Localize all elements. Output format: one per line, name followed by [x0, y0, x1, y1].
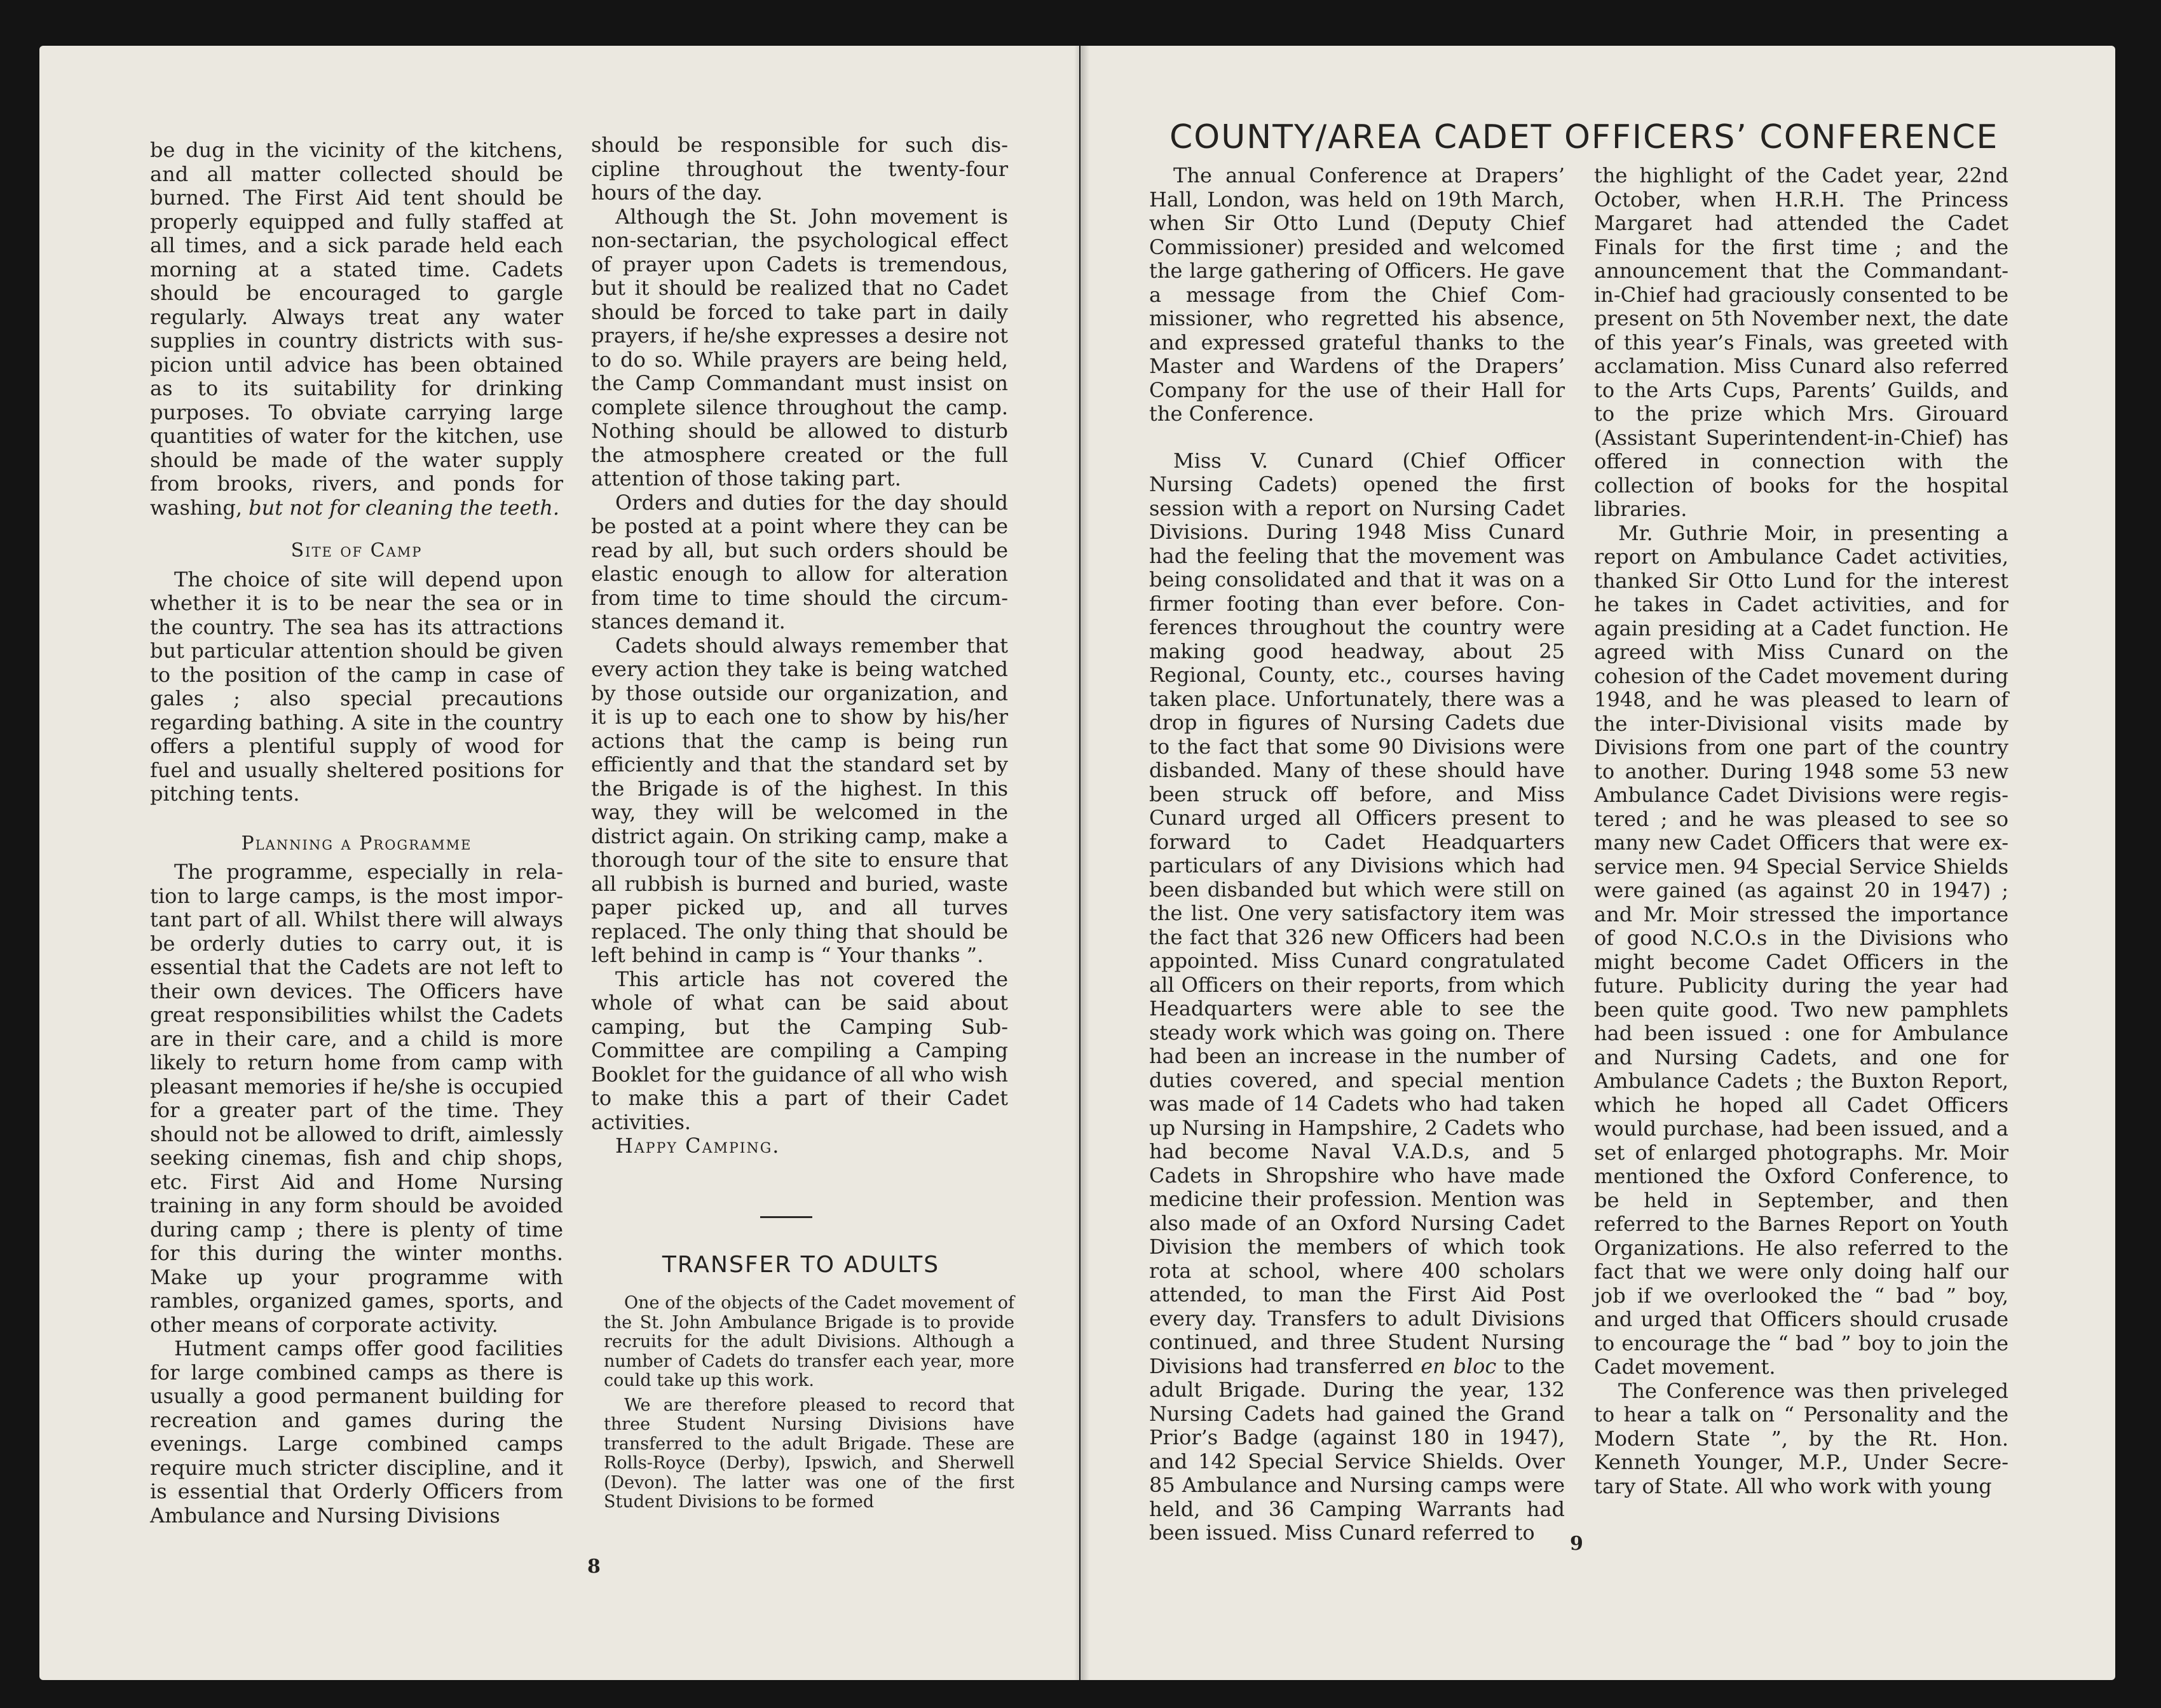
paragraph: Although the St. John movement is non-sectarian, the psychological effect of prayer upon Cadets is tremendous, but it should be realized that no Cadet should be forced to take part in daily prayers, if he/she expresses a desire not to do so. While prayers are being held, the Camp Commandant must insist on complete silence throughout the camp. Nothing should be allowed to disturb the atmosphere created or the full attention of those taking part. [591, 204, 1008, 491]
paragraph: be dug in the vicinity of the kitchens, and all matter collected should be burned. The First Aid tent should be properly equipped and fully staffed at all times, and a sick parade held each morning at a stated time. Cadets should be encouraged to gargle regularly. Always treat any water supplies in country districts with suspicion until advice has been obtained as to its suitability for drinking purposes. To obviate carrying large quantities of water for the kitchen, use should be made of the water supply from brooks, rivers, and ponds for washing, but not for cleaning the teeth. [150, 138, 563, 520]
paragraph: The annual Conference at Drapers’ Hall, London, was held on 19th March, when Sir Otto Lund (Deputy Chief Commissioner) presided and welcomed the large gathering of Officers. He gave a message from the Chief Commissioner, who regretted his absence, and expressed grateful thanks to the Master and Wardens of the Drapers’ Company for the use of their Hall for the Conference. [1149, 163, 1565, 426]
paragraph: the highlight of the Cadet year, 22nd October, when H.R.H. The Princess Margaret had attended the Cadet Finals for the first time ; and the announcement that the Commandant-in-Chief had graciously consented to be present on 5th November next, the date of this year’s Finals, was greeted with acclamation. Miss Cunard also referred to the Arts Cups, Parents’ Guilds, and to the prize which Mrs. Girouard (Assistant Superintendent-in-Chief) has offered in connection with the collection of books for the hospital libraries. [1594, 163, 2009, 521]
paragraph: The programme, especially in relation to large camps, is the most important part of all. Whilst there will always be orderly duties to carry out, it is essential that the Cadets are not left to their own devices. The Officers have great responsibilities whilst the Cadets are in their care, and a child is more likely to return home from camp with pleasant memories if he/she is occupied for a greater part of the time. They should not be allowed to drift, aimlessly seeking cinemas, fish and chip shops, etc. First Aid and Home Nursing training in any form should be avoided during camp ; there is plenty of time for this during the winter months. Make up your programme with rambles, organized games, sports, and other means of corporate activity. [150, 860, 563, 1337]
paragraph: One of the objects of the Cadet movement of the St. John Ambulance Brigade is to provide recruits for the adult Divisions. Although a number of Cadets do transfer each year, more could take up this work. [604, 1293, 1014, 1390]
page-number-right: 9 [1570, 1533, 1583, 1555]
paragraph: Cadets should always remember that every action they take is being watched by those outside our organization, and it is up to each one to show by his/her actions that the camp is being run efficiently and that the standard set by the Brigade is of the highest. In this way, they will be welcomed in the district again. On striking camp, make a thorough tour of the site to ensure that all rubbish is burned and buried, waste paper picked up, and all turves replaced. The only thing that should be left behind in camp is “ Your thanks ”. [591, 633, 1008, 967]
conference-title: COUNTY/AREA CADET OFFICERS’ CONFERENCE [1169, 118, 1999, 156]
right-column-1 [1149, 164, 1565, 1545]
left-column-1 [150, 139, 563, 1528]
binding-gutter [1074, 46, 1089, 1680]
paragraph: Miss V. Cunard (Chief Officer Nursing Cadets) opened the first session with a report on Nursing Cadet Divisions. During 1948 Miss Cunard had the feeling that the movement was being consolidated and that it was on a firmer footing than ever before. Conferences throughout the country were making good headway, about 25 Regional, County, etc., courses having taken place. Unfortunately, there was a drop in figures of Nursing Cadets due to the fact that some 90 Divisions were disbanded. Many of these should have been struck off before, and Miss Cunard urged all Officers present to forward to Cadet Headquarters particulars of any Divisions which had been disbanded but which were still on the list. One very satisfactory item was the fact that 326 new Officers had been appointed. Miss Cunard congratulated all Officers on their reports, from which Headquarters were able to see the steady work which was going on. There had been an increase in the number of duties covered, and special mention was made of 14 Cadets who had taken up Nursing in Hampshire, 2 Cadets who had become Naval V.A.D.s, and 5 Cadets in Shropshire who have made medicine their profession. Mention was also made of an Oxford Nursing Cadet Division the members of which took rota at school, where 400 scholars attended, to man the First Aid Post every day. Transfers to adult Divisions continued, and three Student Nursing Divisions had transferred en bloc to the adult Brigade. During the year, 132 Nursing Cadets had gained the Grand Prior’s Badge (against 180 in 1947), and 142 Special Service Shields. Over 85 Ambulance and Nursing camps were held, and 36 Camping Warrants had been issued. Miss Cunard referred to [1149, 448, 1565, 1545]
paragraph: Orders and duties for the day should be posted at a point where they can be read by all, but such orders should be elastic enough to allow for alteration from time to time should the circumstances demand it. [591, 490, 1008, 634]
section-divider [760, 1216, 812, 1218]
paragraph: The Conference was then priveleged to hear a talk on “ Personality and the Modern State ”, by the Rt. Hon. Kenneth Younger, M.P., Under Secretary of State. All who work with young [1594, 1378, 2008, 1498]
paragraph: should be responsible for such discipline throughout the twenty-four hours of the day. [591, 133, 1008, 205]
subheading-site-of-camp: Site of Camp [290, 539, 423, 562]
italic-phrase: en bloc [1421, 1353, 1497, 1378]
paragraph: Hutment camps offer good facilities for large combined camps as there is usually a good permanent building for recreation and games during the evenings. Large combined camps require much stricter discipline, and it is essential that Orderly Officers from Ambulance and Nursing Divisions [150, 1336, 563, 1528]
signoff-happy-camping: Happy Camping. [615, 1134, 781, 1158]
paragraph: We are therefore pleased to record that three Student Nursing Divisions have transferred to the adult Brigade. These are Rolls-Royce (Derby), Ipswich, and Sherwell (Devon). The latter was one of the first Student Divisions to be formed [604, 1395, 1014, 1512]
subheading-planning-programme: Planning a Programme [241, 832, 472, 855]
transfer-heading: TRANSFER TO ADULTS [662, 1252, 940, 1278]
paragraph: This article has not covered the whole of what can be said about camping, but the Camping Sub-Committee are compiling a Camping Booklet for the guidance of all who wish to make this a part of their Cadet activities. [591, 966, 1008, 1134]
right-column-2 [1594, 164, 2008, 1498]
italic-phrase: but not for cleaning the teeth. [249, 495, 560, 520]
paragraph: Mr. Guthrie Moir, in presenting a report on Ambulance Cadet activities, thanked Sir Otto Lund for the interest he takes in Cadet activities, and for again presiding at a Cadet function. He agreed with Miss Cunard on the cohesion of the Cadet movement during 1948, and he was pleased to learn of the inter-Divisional visits made by Divisions from one part of the country to another. During 1948 some 53 new Ambulance Cadet Divisions were registered ; and he was pleased to see so many new Cadet Officers that were ex-service men. 94 Special Service Shields were gained (as against 20 in 1947) ; and Mr. Moir stressed the importance of good N.C.O.s in the Divisions who might become Cadet Officers in the future. Publicity during the year had been quite good. Two new pamphlets had been issued : one for Ambulance and Nursing Cadets, and one for Ambulance Cadets ; the Buxton Report, which he hoped all Cadet Officers would purchase, had been issued, and a set of enlarged photographs. Mr. Moir mentioned the Oxford Conference, to be held in September, and then referred to the Barnes Report on Youth Organizations. He also referred to the fact that we were only doing half our job if we overlooked the “ bad ” boy, and urged that Officers should crusade to encourage the “ bad ” boy to join the Cadet movement. [1594, 520, 2008, 1379]
transfer-article [604, 1294, 1014, 1512]
left-column-2 [591, 133, 1008, 1158]
page-number-left: 8 [587, 1556, 601, 1578]
paragraph: The choice of site will depend upon whether it is to be near the sea or in the country. The sea has its attractions but particular attention should be given to the position of the camp in case of gales ; also special precautions regarding bathing. A site in the country offers a plentiful supply of wood for fuel and usually sheltered positions for pitching tents. [150, 567, 563, 806]
